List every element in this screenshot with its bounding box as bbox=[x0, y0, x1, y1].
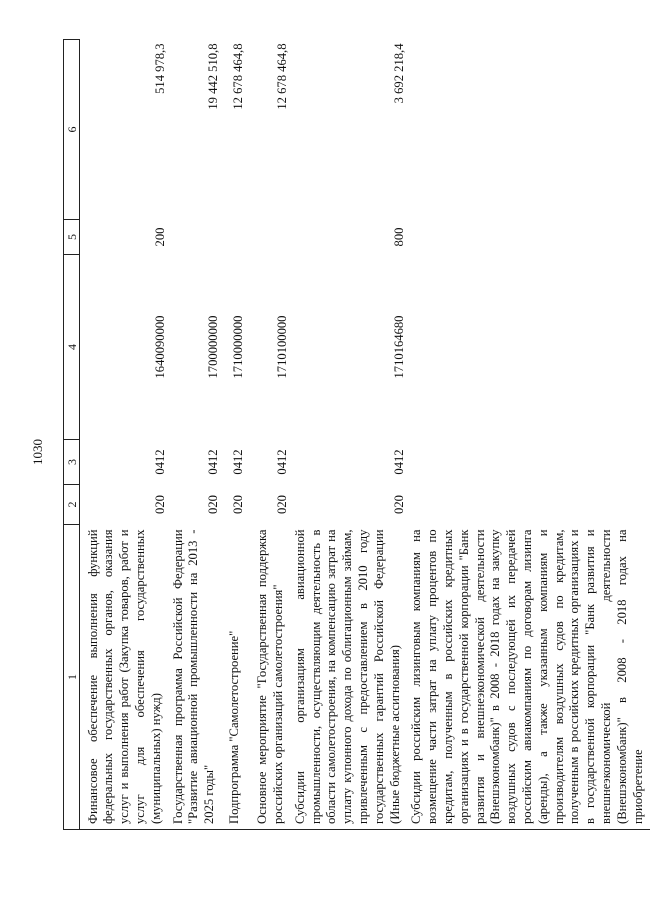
row-col-2: 020 bbox=[391, 495, 406, 514]
row-col-4: 1710164680 bbox=[391, 315, 406, 379]
table-row bbox=[169, 40, 222, 830]
row-name: Субсидии российским лизинговым компаниям на возмещение части затрат на уплату процентов по кредитам, полученным в российских кредитных организациях и в государственной корпорации "Банк развития и внешнеэкономической деятельности (Внешэкономбанк)" в 2008 - 2018 годах на закупку воздушных судов с последующей их передачей российским авиакомпаниям по договорам лизинга (аренды), а также указанным компаниям и производителям воздушных судов по кредитам, полученным в российских кредитных организациях и в государственной корпорации "Банк развития и внешнеэкономической деятельности (Внешэкономбанк)" в 2008 - 2018 годах на приобретение bbox=[407, 525, 650, 830]
row-col-2: 020 bbox=[275, 495, 290, 514]
row-col-4: 1710100000 bbox=[275, 315, 290, 379]
table-row bbox=[80, 40, 169, 830]
row-name: Субсидии организациям авиационной промышленности, осуществляющим деятельность в области самолетостроения, на компенсацию затрат на уплату купонного дохода по облигационным займам, привлеченным с предоставлением в 2010 году государственных гарантий Российской Федерации (Иные бюджетные ассигнования) bbox=[291, 525, 408, 830]
row-col-5: 200 bbox=[152, 227, 167, 247]
row-col-3 bbox=[407, 440, 650, 485]
row-col-6: 514 978,3 bbox=[152, 43, 167, 94]
row-col-4: 1710000000 bbox=[231, 315, 246, 379]
header-col-4: 4 bbox=[64, 255, 80, 440]
rotated-table-wrapper bbox=[63, 40, 645, 830]
row-col-4 bbox=[407, 255, 650, 440]
row-col-4: 1700000000 bbox=[206, 315, 221, 379]
row-name: Подпрограмма "Самолетостроение" bbox=[222, 525, 247, 830]
table-row bbox=[222, 40, 247, 830]
row-col-2: 020 bbox=[152, 495, 167, 514]
row-col-6: 12 678 464,8 bbox=[231, 43, 246, 110]
row-col-6 bbox=[407, 40, 650, 220]
row-col-3: 0412 bbox=[275, 449, 290, 475]
table-header-row bbox=[64, 40, 80, 830]
row-col-5 bbox=[407, 220, 650, 255]
row-name: Финансовое обеспечение выполнения функций федеральных государственных органов, оказания услуг и выполнения работ (Закупка товаров, работ и услуг для обеспечения государственных (муниципальных) нужд) bbox=[80, 525, 169, 830]
row-col-4: 1640090000 bbox=[152, 315, 167, 379]
row-col-2 bbox=[407, 485, 650, 525]
page-number: 1030 bbox=[30, 439, 45, 465]
row-col-5: 800 bbox=[391, 227, 406, 247]
header-col-6: 6 bbox=[64, 40, 80, 220]
row-col-5 bbox=[247, 220, 291, 255]
table-row bbox=[291, 40, 408, 830]
row-name: Государственная программа Российской Федерации "Развитие авиационной промышленности на 2013 - 2025 годы" bbox=[169, 525, 222, 830]
header-col-2: 2 bbox=[64, 485, 80, 525]
row-name: Основное мероприятие "Государственная поддержка российских организаций самолетостроения" bbox=[247, 525, 291, 830]
row-col-2: 020 bbox=[206, 495, 221, 514]
row-col-3: 0412 bbox=[152, 449, 167, 475]
table-row bbox=[407, 40, 650, 830]
row-col-2: 020 bbox=[231, 495, 246, 514]
row-col-3: 0412 bbox=[206, 449, 221, 475]
row-col-6: 12 678 464,8 bbox=[275, 43, 290, 110]
row-col-6: 3 692 218,4 bbox=[391, 43, 406, 104]
row-col-3: 0412 bbox=[391, 449, 406, 475]
row-col-3: 0412 bbox=[231, 449, 246, 475]
header-col-5: 5 bbox=[64, 220, 80, 255]
row-col-5 bbox=[222, 220, 247, 255]
header-col-3: 3 bbox=[64, 440, 80, 485]
budget-table bbox=[63, 39, 650, 830]
table-row bbox=[247, 40, 291, 830]
header-col-1: 1 bbox=[64, 525, 80, 830]
row-col-5 bbox=[169, 220, 222, 255]
row-col-6: 19 442 510,8 bbox=[206, 43, 221, 110]
